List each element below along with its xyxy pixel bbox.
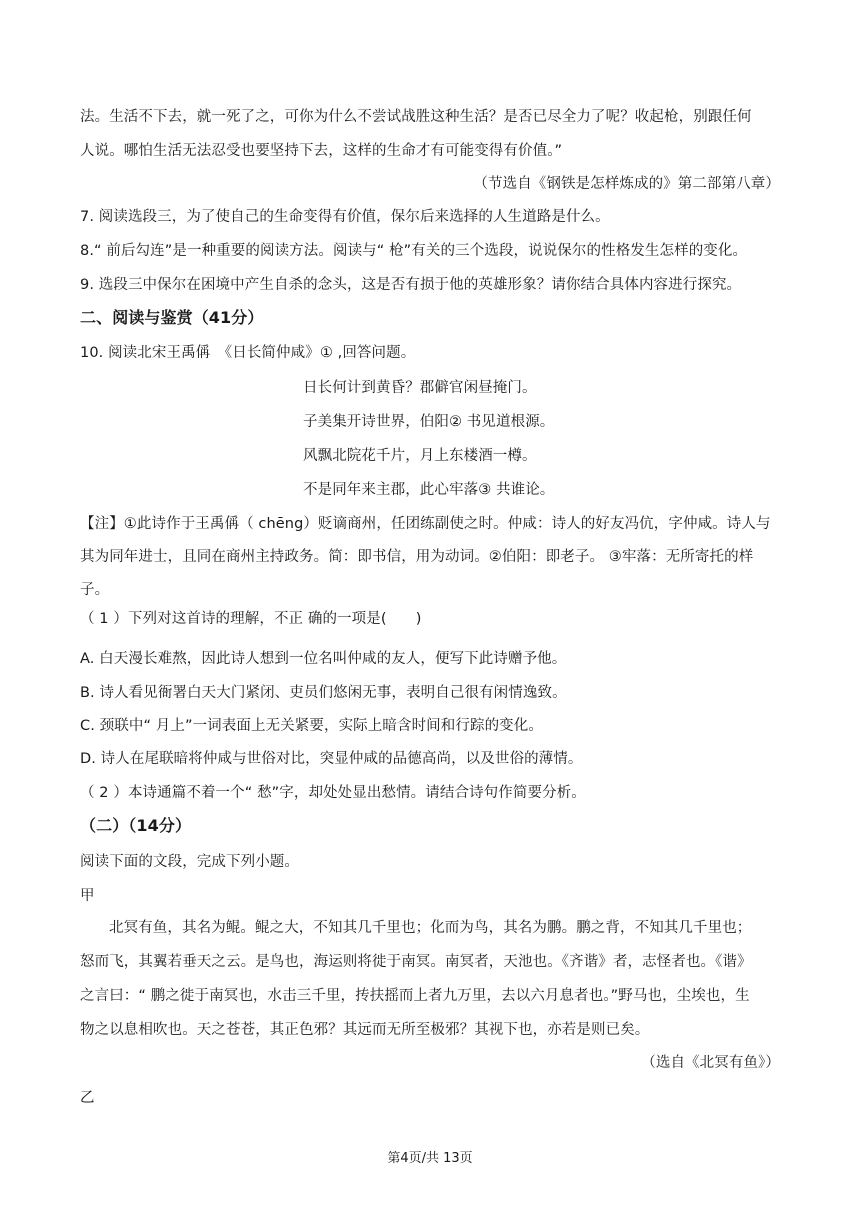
instruction: 阅读下面的文段，完成下列小题。 <box>80 854 299 870</box>
passage-line: 物之以息相吹也。天之苍苍，其正色邪？其远而无所至极邪？其视下也，亦若是则已矣。 <box>80 1022 650 1038</box>
passage-line: 之言曰：“ 鹏之徙于南冥也，水击三千里，抟扶摇而上者九万里，去以六月息者也。”野马也，尘埃也，生 <box>80 988 750 1004</box>
passage-label-jia: 甲 <box>80 888 95 904</box>
note-line: 【注】①此诗作于王禹偁（ chēng）贬谪商州，任团练副使之时。仲咸：诗人的好友冯伉，字仲咸。诗人与 <box>80 516 771 532</box>
passage-line: 怒而飞，其翼若垂天之云。是鸟也，海运则将徙于南冥。南冥者，天池也。《齐谐》者，志怪者也。《谐》 <box>80 954 752 970</box>
question-9: 9. 选段三中保尔在困境中产生自杀的念头，这是否有损于他的英雄形象？请你结合具体内容进行探究。 <box>80 277 742 293</box>
note-line: 子。 <box>80 582 110 598</box>
section-heading: 二、阅读与鉴赏（41分） <box>80 308 264 327</box>
source-citation: （节选自《钢铁是怎样炼成的》第二部第八章） <box>473 176 780 192</box>
text-line: 法。生活不下去，就一死了之，可你为什么不尝试战胜这种生活？是否已尽全力了呢？收起枪，别跟任何 <box>80 109 752 125</box>
part-heading: （二）（14分） <box>80 816 192 835</box>
poem-line: 日长何计到黄昏？郡僻官闲昼掩门。 <box>303 380 537 396</box>
question-8: 8.“ 前后勾连”是一种重要的阅读方法。阅读与“ 枪”有关的三个选段，说说保尔的性格发生怎样的变化。 <box>80 243 748 259</box>
note-line: 其为同年进士，且同在商州主持政务。简：即书信，用为动词。②伯阳：即老子。 ③牢落：无所寄托的样 <box>80 549 754 565</box>
option-c: C. 颈联中“ 月上”一词表面上无关紧要，实际上暗含时间和行踪的变化。 <box>80 718 543 734</box>
sub-question-2: （ 2 ）本诗通篇不着一个“ 愁”字，却处处显出愁情。请结合诗句作简要分析。 <box>80 785 586 801</box>
passage-line: 北冥有鱼，其名为鲲。鲲之大，不知其几千里也；化而为鸟，其名为鹏。鹏之背，不知其几千里也； <box>109 920 752 936</box>
page-footer: 第4页/共 13页 <box>387 1151 473 1166</box>
poem-line: 风飘北院花千片，月上东楼酒一樽。 <box>303 448 537 464</box>
text-line: 人说。哪怕生活无法忍受也要坚持下去，这样的生命才有可能变得有价值。” <box>80 143 563 159</box>
source-citation: （选自《北冥有鱼》） <box>641 1055 780 1071</box>
option-d: D. 诗人在尾联暗将仲咸与世俗对比，突显仲咸的品德高尚，以及世俗的薄情。 <box>80 751 583 767</box>
sub-question-1: （ 1 ）下列对这首诗的理解，不正 确的一项是( ) <box>80 611 422 627</box>
question-7: 7. 阅读选段三，为了使自己的生命变得有价值，保尔后来选择的人生道路是什么。 <box>80 209 610 225</box>
option-a: A. 白天漫长难熬，因此诗人想到一位名叫仲咸的友人，便写下此诗赠予他。 <box>80 651 567 667</box>
passage-label-yi: 乙 <box>80 1090 95 1106</box>
option-b: B. 诗人看见衙署白天大门紧闭、吏员们悠闲无事，表明自己很有闲情逸致。 <box>80 685 567 701</box>
question-10: 10. 阅读北宋王禹偁 《日长简仲咸》① ,回答问题。 <box>80 345 416 361</box>
poem-line: 子美集开诗世界，伯阳② 书见道根源。 <box>303 414 555 430</box>
poem-line: 不是同年来主郡，此心牢落③ 共谁论。 <box>303 482 555 498</box>
